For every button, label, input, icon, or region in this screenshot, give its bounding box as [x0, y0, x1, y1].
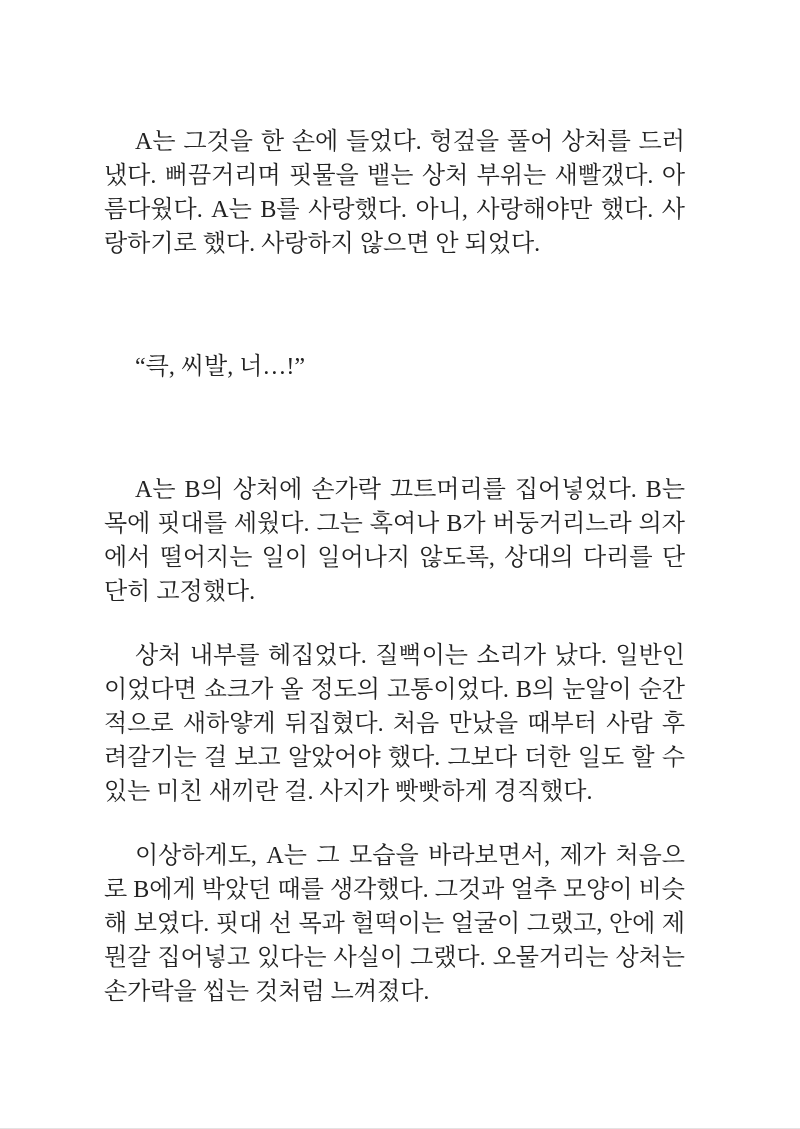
story-paragraph-4: 이상하게도, A는 그 모습을 바라보면서, 제가 처음으로 B에게 박았던 때를 생각했다. 그것과 얼추 모양이 비슷해 보였다. 핏대 선 목과 헐떡이는 얼굴이 그랬고, 안에 제 뭔갈 집어넣고 있다는 사실이 그랬다. 오물거리는 상처는 손가락을 씹는 것처럼 느껴졌다. [104, 843, 685, 1005]
story-paragraph-3: 상처 내부를 헤집었다. 질뻑이는 소리가 났다. 일반인이었다면 쇼크가 올 정도의 고통이었다. B의 눈알이 순간적으로 새하얗게 뒤집혔다. 처음 만났을 때부터 사람 후려갈기는 걸 보고 알았어야 했다. 그보다 더한 일도 할 수 있는 미친 새끼란 걸. 사지가 빳빳하게 경직했다. [104, 643, 685, 805]
dialogue-line: “큭, 씨발, 너…!” [135, 354, 306, 380]
story-paragraph-1: A는 그것을 한 손에 들었다. 헝겊을 풀어 상처를 드러냈다. 뻐끔거리며 핏물을 뱉는 상처 부위는 새빨갰다. 아름다웠다. A는 B를 사랑했다. 아니, 사랑해야만 했다. 사랑하기로 했다. 사랑하지 않으면 안 되었다. [104, 129, 685, 257]
story-paragraph-2: A는 B의 상처에 손가락 끄트머리를 집어넣었다. B는 목에 핏대를 세웠다. 그는 혹여나 B가 버둥거리느라 의자에서 떨어지는 일이 일어나지 않도록, 상대의 다리를 단단히 고정했다. [104, 477, 685, 605]
